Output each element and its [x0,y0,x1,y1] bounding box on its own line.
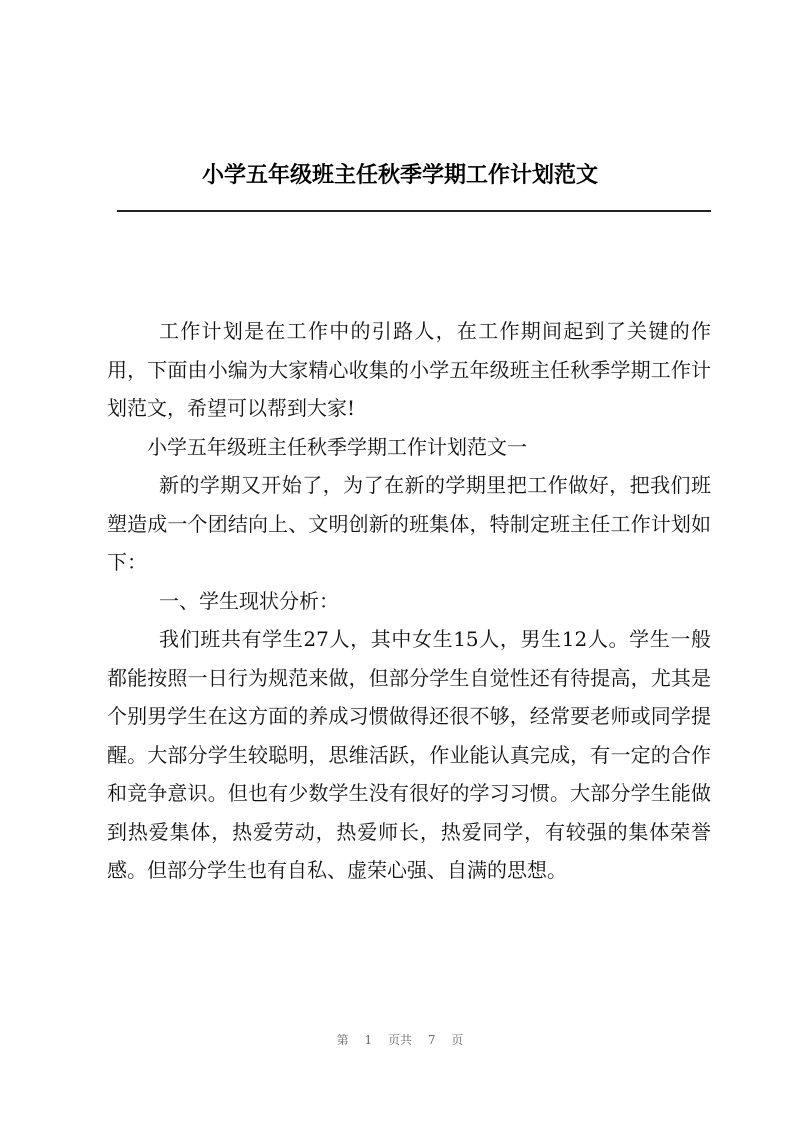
document-title: 小学五年级班主任秋季学期工作计划范文 [201,162,598,188]
page-footer [0,1031,800,1048]
intro-paragraph: 工作计划是在工作中的引路人，在工作期间起到了关键的作用，下面由小编为大家精心收集的小学五年级班主任秋季学期工作计划范文，希望可以帮到大家! [107,319,711,420]
footer-total-pages: 7 [427,1033,436,1047]
opening-paragraph: 新的学期又开始了，为了在新的学期里把工作做好，把我们班塑造成一个团结向上、文明创新的班集体，特制定班主任工作计划如下： [107,473,711,574]
section-heading-sample-one: 小学五年级班主任秋季学期工作计划范文一 [147,434,527,459]
footer-suffix: 页 [451,1033,464,1047]
footer-prefix: 第 [336,1033,349,1047]
student-analysis-paragraph: 我们班共有学生27人，其中女生15人，男生12人。学生一般都能按照一日行为规范来做，但部分学生自觉性还有待提高，尤其是个别男学生在这方面的养成习惯做得还很不够，经常要老师或同学提醒。大部分学生较聪明，思维活跃，作业能认真完成，有一定的合作和竞争意识。但也有少数学生没有很好的学习习惯。大部分学生能做到热爱集体，热爱劳动，热爱师长，热爱同学，有较强的集体荣誉感。但部分学生也有自私、虚荣心强、自满的思想。 [107,627,711,882]
title-underline-rule [117,210,711,212]
footer-mid: 页共 [387,1033,412,1047]
footer-page-number: 1 [364,1033,373,1047]
subheading-student-analysis: 一、学生现状分析： [159,588,339,613]
document-body [107,312,711,890]
